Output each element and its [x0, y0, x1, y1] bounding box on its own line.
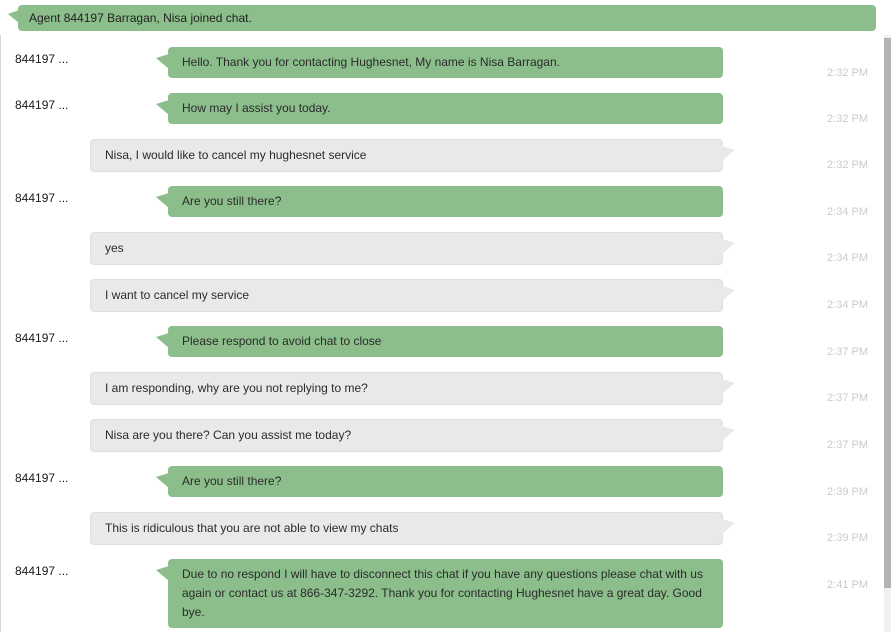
message-row — [0, 326, 868, 358]
message-bubble — [90, 139, 723, 172]
timestamp: 2:39 PM — [827, 532, 868, 544]
message-bubble — [168, 47, 723, 78]
message-text: Please respond to avoid chat to close — [182, 334, 382, 348]
chat-joined-banner — [18, 5, 876, 31]
timestamp: 2:39 PM — [827, 486, 868, 498]
timestamp: 2:37 PM — [827, 392, 868, 404]
timestamp: 2:41 PM — [827, 579, 868, 591]
message-bubble — [168, 559, 723, 628]
agent-id-label: 844197 ... — [15, 52, 69, 66]
message-text: Due to no respond I will have to disconnect this chat if you have any questions please chat with us again or contact us at 866-347-3292. Thank you for contacting Hughesnet have a great day. Good bye. — [182, 567, 703, 619]
message-text: yes — [105, 241, 124, 255]
message-bubble — [168, 186, 723, 217]
message-row — [0, 419, 868, 452]
message-bubble — [168, 93, 723, 124]
agent-id-label: 844197 ... — [15, 331, 69, 345]
message-text: Are you still there? — [182, 474, 282, 488]
agent-id-label: 844197 ... — [15, 191, 69, 205]
chat-area-left-border — [0, 35, 1, 632]
message-text: I want to cancel my service — [105, 288, 250, 302]
message-text: This is ridiculous that you are not able to view my chats — [105, 521, 399, 535]
message-row — [0, 186, 868, 218]
message-text: Nisa are you there? Can you assist me today? — [105, 428, 352, 442]
timestamp: 2:32 PM — [827, 159, 868, 171]
message-row — [0, 466, 868, 498]
message-bubble — [168, 326, 723, 357]
agent-id-label: 844197 ... — [15, 471, 69, 485]
scrollbar-thumb[interactable] — [884, 38, 891, 588]
message-row — [0, 93, 868, 125]
message-row — [0, 372, 868, 405]
message-bubble — [90, 372, 723, 405]
timestamp: 2:34 PM — [827, 299, 868, 311]
message-bubble — [90, 512, 723, 545]
message-row — [0, 512, 868, 545]
timestamp: 2:34 PM — [827, 252, 868, 264]
message-bubble — [168, 466, 723, 497]
timestamp: 2:32 PM — [827, 113, 868, 125]
message-text: Hello. Thank you for contacting Hughesnet, My name is Nisa Barragan. — [182, 55, 560, 69]
timestamp: 2:32 PM — [827, 67, 868, 79]
message-row — [0, 47, 868, 79]
message-row — [0, 232, 868, 265]
message-bubble — [90, 419, 723, 452]
message-row — [0, 279, 868, 312]
timestamp: 2:37 PM — [827, 439, 868, 451]
agent-id-label: 844197 ... — [15, 564, 69, 578]
chat-joined-text: Agent 844197 Barragan, Nisa joined chat. — [29, 11, 252, 25]
message-bubble — [90, 279, 723, 312]
timestamp: 2:34 PM — [827, 206, 868, 218]
agent-id-label: 844197 ... — [15, 98, 69, 112]
message-text: I am responding, why are you not replying to me? — [105, 381, 368, 395]
message-text: Are you still there? — [182, 194, 282, 208]
message-row — [0, 559, 868, 628]
message-text: How may I assist you today. — [182, 101, 331, 115]
message-bubble — [90, 232, 723, 265]
chat-transcript — [0, 47, 868, 642]
vertical-scrollbar[interactable] — [884, 35, 891, 632]
message-text: Nisa, I would like to cancel my hughesnet service — [105, 148, 367, 162]
message-row — [0, 139, 868, 172]
timestamp: 2:37 PM — [827, 346, 868, 358]
